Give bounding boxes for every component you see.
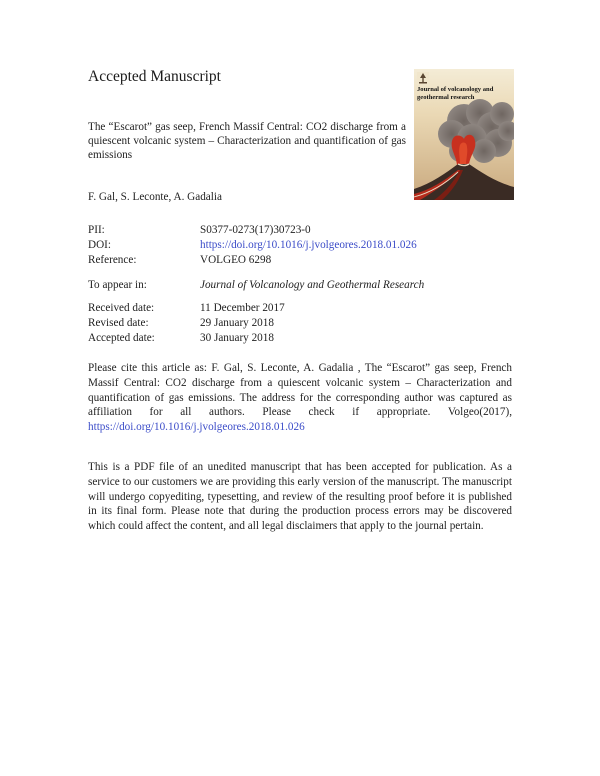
metadata-doi-row — [88, 239, 518, 253]
article-title: The “Escarot” gas seep, French Massif Central: CO2 discharge from a quiescent volcanic system – Characterization and quantification of gas emissions — [88, 121, 406, 161]
page-title: Accepted Manuscript — [88, 68, 221, 85]
citation-doi-link[interactable]: https://doi.org/10.1016/j.jvolgeores.2018.01.026 — [88, 421, 305, 434]
pii-value: S0377-0273(17)30723-0 — [200, 224, 311, 236]
disclaimer-paragraph: This is a PDF file of an unedited manuscript that has been accepted for publication. As a service to our customers we are providing this early version of the manuscript. The manuscript will undergo copyediting, typesetting, and review of the resulting proof before it is published in its final form. Please note that during the production process errors may be discovered which could affect the content, and all legal disclaimers that apply to the journal pertain. — [88, 461, 512, 533]
pii-label: PII: — [88, 224, 105, 236]
doi-label: DOI: — [88, 239, 111, 251]
metadata-accepted-row — [88, 332, 518, 346]
journal-name: Journal of Volcanology and Geothermal Research — [200, 279, 425, 291]
appear-label: To appear in: — [88, 279, 147, 291]
journal-cover-image — [414, 69, 514, 200]
revised-value: 29 January 2018 — [200, 317, 274, 329]
reference-value: VOLGEO 6298 — [200, 254, 272, 266]
cover-journal-name: Journal of volcanology and geothermal research — [417, 86, 494, 101]
reference-label: Reference: — [88, 254, 137, 266]
metadata-appear-row — [88, 279, 518, 293]
citation-text: Please cite this article as: F. Gal, S. Leconte, A. Gadalia , The “Escarot” gas seep, French Massif Central: CO2 discharge from a quiescent volcanic system – Characterization and quantification of gas emissions. The address for the corresponding author was captured as affiliation for all authors. Please check if appropriate. Volgeo(2017), — [88, 362, 512, 419]
doi-link[interactable]: https://doi.org/10.1016/j.jvolgeores.2018.01.026 — [200, 239, 417, 251]
accepted-label: Accepted date: — [88, 332, 155, 344]
accepted-value: 30 January 2018 — [200, 332, 274, 344]
received-label: Received date: — [88, 302, 155, 314]
citation-paragraph — [88, 361, 512, 435]
revised-label: Revised date: — [88, 317, 149, 329]
publisher-logo-icon — [417, 72, 429, 85]
metadata-revised-row — [88, 317, 518, 331]
metadata-reference-row — [88, 254, 518, 268]
metadata-received-row — [88, 302, 518, 316]
metadata-pii-row — [88, 224, 518, 238]
received-value: 11 December 2017 — [200, 302, 285, 314]
authors: F. Gal, S. Leconte, A. Gadalia — [88, 191, 222, 203]
